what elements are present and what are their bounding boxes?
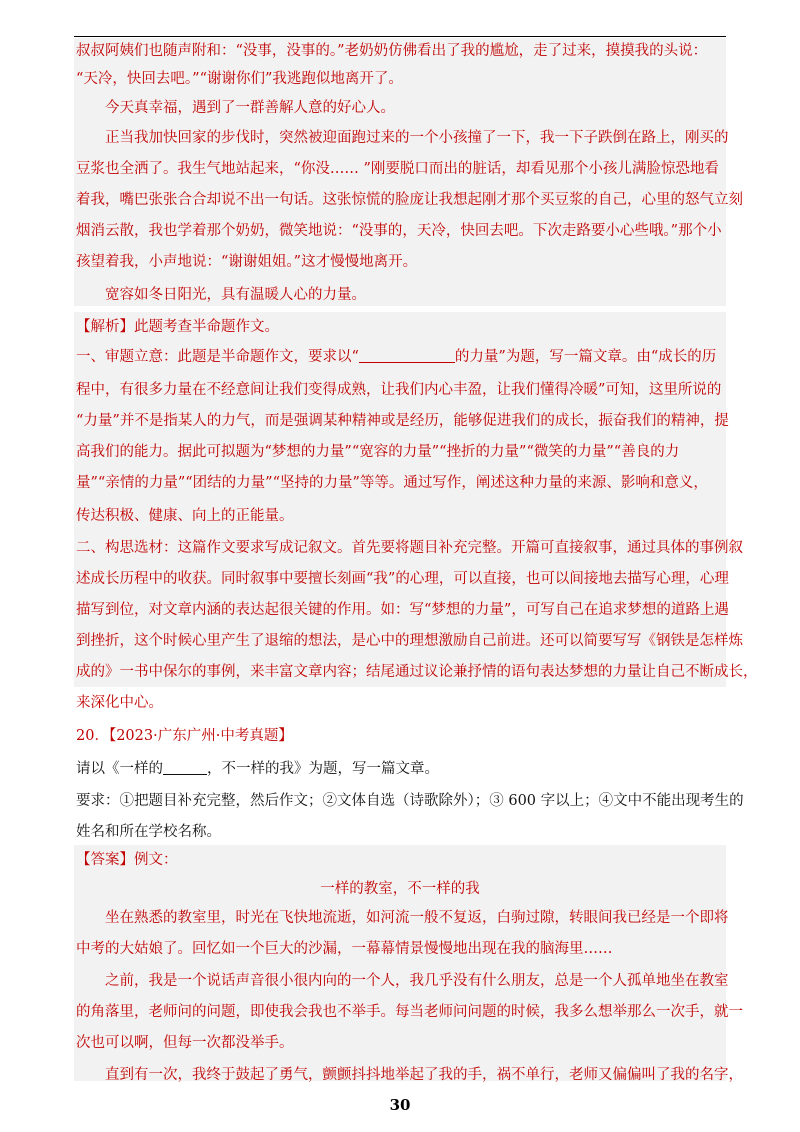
analysis-line-10: 描写到位，对文章内涵的表达起很关键的作用。如：写“梦想的力量”，可写自己在追求梦想的道路上遇 [76,602,729,618]
answer2-line-6: 直到有一次，我终于鼓起了勇气，颤颤抖抖地举起了我的手，祸不单行，老师又偏偏叫了我的名字， [105,1067,743,1083]
answer-line-4: 正当我加快回家的步伐时，突然被迎面跑过来的一个小孩撞了一下，我一下子跌倒在路上，刚买的 [105,130,729,146]
requirements-line-1: 要求：①把题目补充完整，然后作文；②文体自选（诗歌除外）；③ 600 字以上；④文中不能出现考生的 [76,793,744,809]
answer-line-6: 着我，嘴巴张张合合却说不出一句话。这张惊慌的脸庞让我想起刚才那个买豆浆的自己，心里的怒气立刻 [76,192,743,208]
requirements-line-2: 姓名和所在学校名称。 [76,824,221,840]
question-20-prompt [76,760,439,778]
essay-title: 一样的教室，不一样的我 [320,881,480,897]
analysis-line-7: 传达积极、健康、向上的正能量。 [76,508,294,524]
answer2-label: 【答案】例文： [76,852,178,868]
title-blank [359,348,455,363]
analysis-line-3: 程中，有很多力量在不经意间让我们变得成熟，让我们内心丰盈，让我们懂得冷暖”可知，这里所说的 [76,382,722,398]
answer-line-2: “天冷，快回去吧。”“谢谢你们”我逃跑似地离开了。 [76,71,403,87]
answer2-line-2: 中考的大姑娘了。回忆如一个巨大的沙漏，一幕幕情景慢慢地出现在我的脑海里…… [76,941,613,957]
prompt-part-a: 请以《一样的 [76,761,163,777]
analysis-line-2a: 一、审题立意：此题是半命题作文，要求以“ [76,349,359,365]
answer2-line-5: 次也可以啊，但每一次都没举手。 [76,1035,294,1051]
page-number: 30 [389,1096,411,1114]
analysis-line-13: 来深化中心。 [76,695,163,711]
analysis-line-9: 述成长历程中的收获。同时叙事中要擅长刻画“我”的心理，可以直接，也可以间接地去描写心理，心理 [76,571,729,587]
analysis-line-2 [76,348,716,366]
analysis-line-12: 成的》一书中保尔的事例，来丰富文章内容；结尾通过议论兼抒情的语句表达梦想的力量让自己不断成长， [76,664,758,680]
answer-line-8: 孩望着我，小声地说：“谢谢姐姐。”这才慢慢地离开。 [76,254,418,270]
answer2-line-1: 坐在熟悉的教室里，时光在飞快地流逝，如河流一般不复返，白驹过隙，转眼间我已经是一个即将 [105,910,729,926]
answer-line-3: 今天真幸福，遇到了一群善解人意的好心人。 [105,100,395,116]
analysis-line-2b: 的力量”为题，写一篇文章。由“成长的历 [454,349,717,365]
analysis-shaded-block [74,312,726,687]
top-rule [74,36,726,37]
question-20-title: 20．【2023·广东广州·中考真题】 [76,728,293,744]
answer-line-9: 宽容如冬日阳光，具有温暖人心的力量。 [105,287,366,303]
answer2-line-3: 之前，我是一个说话声音很小很内向的一个人，我几乎没有什么朋友，总是一个人孤单地坐在教室 [105,973,729,989]
analysis-line-11: 到挫折，这个时候心里产生了退缩的想法，是心中的理想激励自己前进。还可以简要写写《钢铁是怎样炼 [76,633,743,649]
answer-line-5: 豆浆也全洒了。我生气地站起来，“你没…… ”刚要脱口而出的脏话，却看见那个小孩儿满脸惊恐地看 [76,161,719,177]
answer-line-1: 叔叔阿姨们也随声附和：“没事，没事的。”老奶奶仿佛看出了我的尴尬，走了过来，摸摸我的头说： [76,43,708,59]
analysis-heading: 【解析】此题考查半命题作文。 [76,319,279,335]
answer2-line-4: 的角落里，老师问的问题，即使我会我也不举手。每当老师问问题的时候，我多么想举那么一次手，就一 [76,1004,743,1020]
answer-line-7: 烟消云散，我也学着那个奶奶，微笑地说：“没事的，天冷，快回去吧。下次走路要小心些哦。”那个小 [76,223,722,239]
analysis-line-6: 量”“亲情的力量”“团结的力量”“坚持的力量”等等。通过写作，阐述这种力量的来源、影响和意义， [76,475,708,491]
analysis-line-4: “力量”并不是指某人的力气，而是强调某种精神或是经历，能够促进我们的成长，振奋我们的精神，提 [76,413,729,429]
analysis-line-8: 二、构思选材：这篇作文要求写成记叙文。首先要将题目补充完整。开篇可直接叙事，通过具体的事例叙 [76,540,743,556]
analysis-line-5: 高我们的能力。据此可拟题为“梦想的力量”“宽容的力量”“挫折的力量”“微笑的力量”“善良的力 [76,444,680,460]
prompt-part-b: ，不一样的我》为题，写一篇文章。 [207,761,439,777]
prompt-blank [163,760,207,775]
